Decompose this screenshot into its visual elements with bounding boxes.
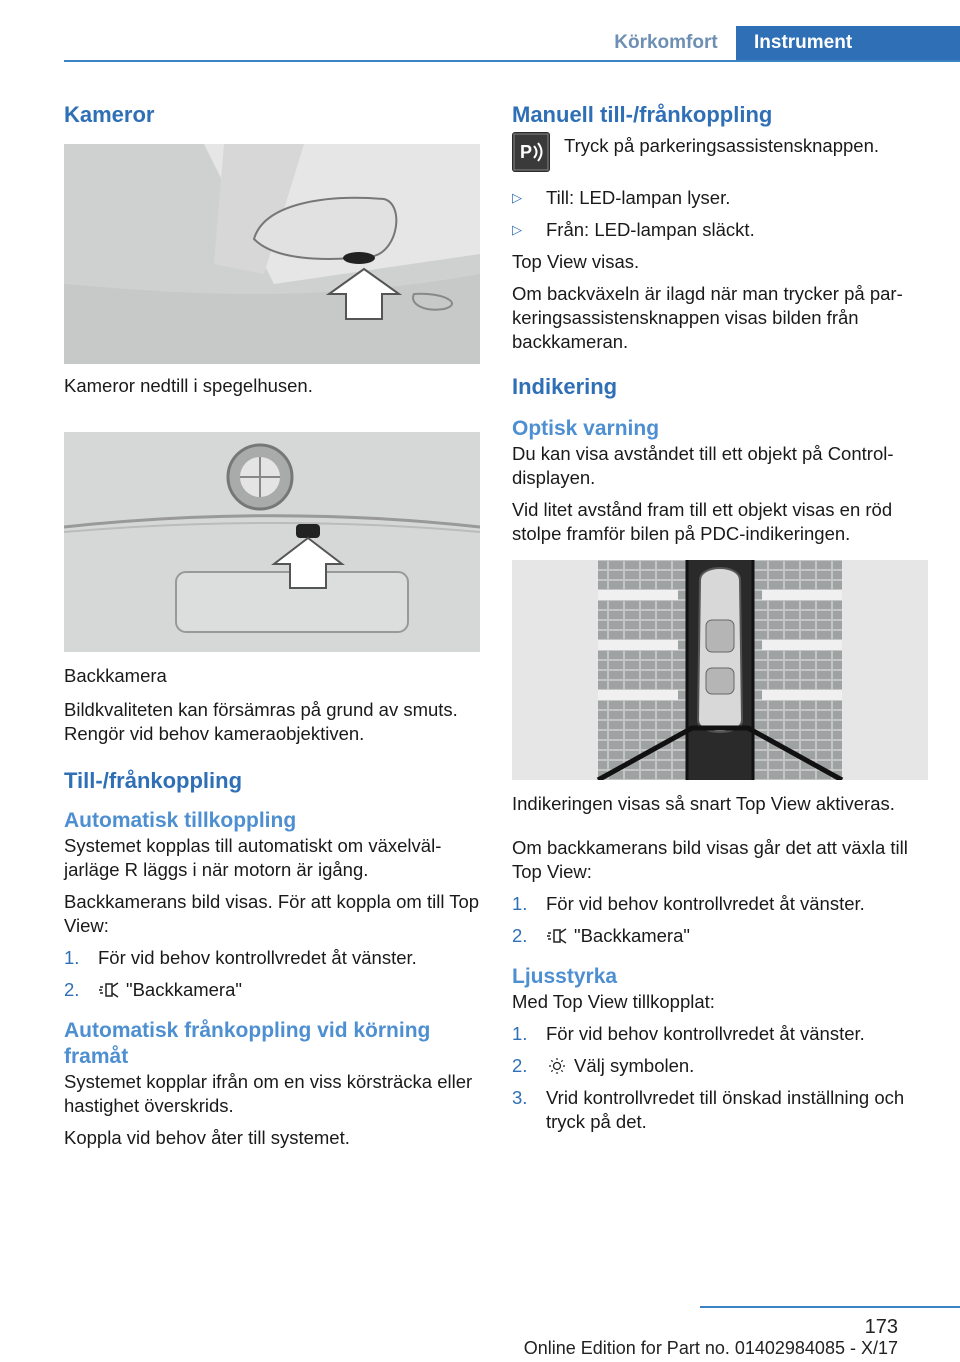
ljus-intro-text: Med Top View tillkopplat: [512,991,715,1012]
header-rule [64,60,960,62]
step-number: 2. [512,925,528,946]
subheading-auto-on: Automatisk tillkoppling [64,809,297,832]
parking-assist-button-icon [512,132,550,172]
step-number: 2. [512,1055,528,1076]
mirror-camera-caption: Kameror nedtill i spegelhusen. [64,375,313,396]
led-bullets [512,186,928,242]
brightness-icon [546,1057,568,1075]
list-item [512,1086,928,1134]
section-title-manual: Manuell till-/frånkoppling [512,102,773,127]
step-number: 3. [512,1087,528,1108]
section-title-switch: Till-/frånkoppling [64,768,243,793]
subheading-optisk: Optisk varning [512,417,660,440]
footer-rule [700,1306,960,1308]
subheading-ljusstyrka: Ljusstyrka [512,965,618,988]
bullet-text: Från: LED-lampan släckt. [546,219,755,240]
parking-assist-symbol [512,132,550,172]
parking-camera-icon [546,927,568,945]
topview-illustration [512,560,928,780]
step-number: 1. [64,947,80,968]
switch-topview-text: Backkamerans bild visas. För att koppla om till Top View: [64,891,480,936]
step-number: 1. [512,893,528,914]
rear-camera-caption: Backkamera [64,665,167,686]
triangle-bullet-icon: ▷ [512,190,522,205]
list-item [64,946,480,970]
section-title-indikering: Indikering [512,374,618,399]
header-chapter-tab: Instrument [736,26,960,62]
subheading-auto-off: Automatisk frånkoppling vid körning framåt [64,1019,431,1068]
topview-caption: Indikeringen visas så snart Top View aktiveras. [512,793,895,814]
step-number: 1. [512,1023,528,1044]
step-text: "Backkamera" [574,925,690,946]
auto-on-text: Systemet kopplas till automatiskt om växelväljarläge R läggs i när motorn är igång. [64,835,442,880]
image-quality-text: Bildkvaliteten kan försämras på grund av smuts. Rengör vid behov kameraobjektiven. [64,699,458,744]
page-number: 173 [864,1316,898,1338]
step-text: För vid behov kontrollvredet åt vänster. [98,947,417,968]
header-section-tab: Körkomfort [614,32,718,53]
list-item [512,218,928,242]
switch-to-topview-text: Om backkamerans bild visas går det att växla till Top View: [512,837,908,882]
list-item [512,1054,928,1078]
right-column [512,100,928,1142]
section-title-kameror: Kameror [64,102,155,127]
press-button-text: Tryck på parkeringsassistensknappen. [564,135,879,156]
reverse-gear-text: Om backväxeln är ilagd när man trycker på parkeringsassistensknappen visas bilden från backkameran. [512,283,903,352]
auto-off-text: Systemet kopplar ifrån om en viss körsträcka eller hastighet överskrids. [64,1071,473,1116]
list-item [512,186,928,210]
step-number: 2. [64,979,80,1000]
mirror-camera-figure [64,144,480,364]
step-text: "Backkamera" [126,979,242,1000]
left-column [64,100,480,1150]
list-item [512,892,928,916]
reconnect-text: Koppla vid behov åter till systemet. [64,1127,350,1148]
rear-camera-illustration [64,432,480,652]
topview-shown-text: Top View visas. [512,251,640,272]
left-steps-list [64,946,480,1002]
step-text: För vid behov kontrollvredet åt vänster. [546,893,865,914]
bullet-text: Till: LED-lampan lyser. [546,187,731,208]
list-item [512,1022,928,1046]
step-text: Välj symbolen. [574,1055,695,1076]
edition-text: Online Edition for Part no. 01402984085 - X/17 [523,1338,898,1358]
right-steps-list [512,892,928,948]
topview-figure [512,560,928,780]
triangle-bullet-icon: ▷ [512,222,522,237]
list-item [64,978,480,1002]
svg-text:P: P [520,142,533,162]
list-item [512,924,928,948]
parking-camera-icon [98,981,120,999]
optisk-text-2: Vid litet avstånd fram till ett objekt visas en röd stolpe framför bilen på PDC-indikeringen. [512,499,893,544]
rear-camera-figure [64,432,480,652]
ljus-steps-list [512,1022,928,1134]
optisk-text-1: Du kan visa avståndet till ett objekt på Controldisplayen. [512,443,894,488]
step-text: Vrid kontrollvredet till önskad inställning och tryck på det. [546,1087,905,1132]
mirror-camera-illustration [64,144,480,364]
step-text: För vid behov kontrollvredet åt vänster. [546,1023,865,1044]
